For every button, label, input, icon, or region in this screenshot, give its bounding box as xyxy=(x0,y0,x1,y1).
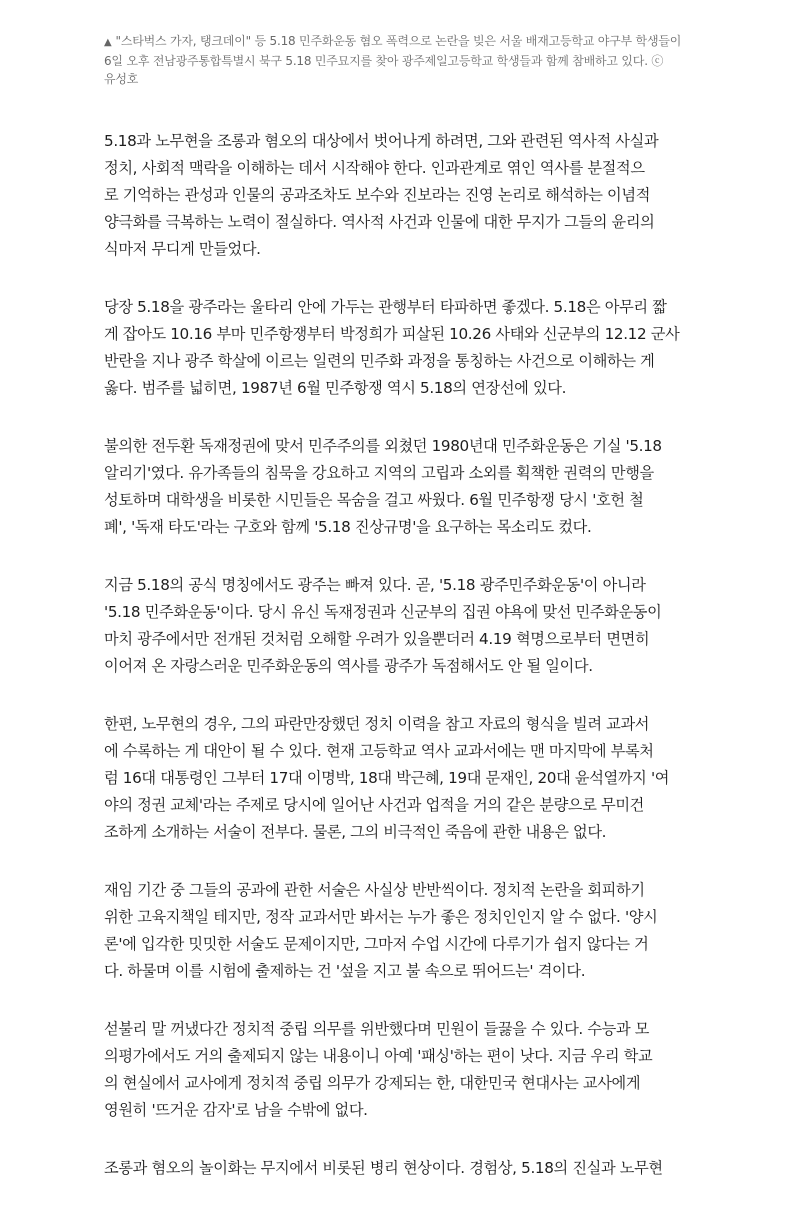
paragraph-line: 이어져 온 자랑스러운 민주화운동의 역사를 광주가 독점해서도 안 될 일이다. xyxy=(104,657,593,675)
paragraph-line: 럼 16대 대통령인 그부터 17대 이명박, 18대 박근혜, 19대 문재인, 20대 윤석열까지 '여 xyxy=(104,769,670,787)
paragraph-line: 게 잡아도 10.16 부마 민주항쟁부터 박정희가 피살된 10.26 사태와 신군부의 12.12 군사 xyxy=(104,325,680,343)
caption-marker-icon: ▲ xyxy=(104,37,112,48)
article-paragraph xyxy=(104,294,694,402)
article-paragraph xyxy=(104,711,694,846)
paragraph-line: 론'에 입각한 밋밋한 서술도 문제이지만, 그마저 수업 시간에 다루기가 쉽지 않다는 거 xyxy=(104,935,649,953)
paragraph-line: 위한 고육지책일 테지만, 정작 교과서만 봐서는 누가 좋은 정치인인지 알 수 없다. '양시 xyxy=(104,908,658,926)
paragraph-line: 의 현실에서 교사에게 정치적 중립 의무가 강제되는 한, 대한민국 현대사는 교사에게 xyxy=(104,1074,641,1092)
article-paragraph xyxy=(104,1016,694,1124)
article-paragraph xyxy=(104,572,694,680)
paragraph-line: 5.18과 노무현을 조롱과 혐오의 대상에서 벗어나게 하려면, 그와 관련된 역사적 사실과 xyxy=(104,132,659,150)
paragraph-line: 식마저 무디게 만들었다. xyxy=(104,240,261,258)
article-paragraph xyxy=(104,433,694,541)
paragraph-line: 정치, 사회적 맥락을 이해하는 데서 시작해야 한다. 인과관계로 엮인 역사를 분절적으 xyxy=(104,159,645,177)
paragraph-line: 로 기억하는 관성과 인물의 공과조차도 보수와 진보라는 진영 논리로 해석하는 이념적 xyxy=(104,186,651,204)
paragraph-line: 양극화를 극복하는 노력이 절실하다. 역사적 사건과 인물에 대한 무지가 그들의 윤리의 xyxy=(104,213,655,231)
paragraph-line: 조하게 소개하는 서술이 전부다. 물론, 그의 비극적인 죽음에 관한 내용은 없다. xyxy=(104,823,607,841)
paragraph-line: 성토하며 대학생을 비롯한 시민들은 목숨을 걸고 싸웠다. 6월 민주항쟁 당시 '호헌 철 xyxy=(104,491,644,509)
paragraph-line: 조롱과 혐오의 놀이화는 무지에서 비롯된 병리 현상이다. 경험상, 5.18의 진실과 노무현 xyxy=(104,1159,663,1177)
paragraph-line: 의평가에서도 거의 출제되지 않는 내용이니 아예 '패싱'하는 편이 낫다. 지금 우리 학교 xyxy=(104,1047,653,1065)
paragraph-line: 당장 5.18을 광주라는 울타리 안에 가두는 관행부터 타파하면 좋겠다. 5.18은 아무리 짧 xyxy=(104,298,667,316)
paragraph-line: 폐', '독재 타도'라는 구호와 함께 '5.18 진상규명'을 요구하는 목소리도 컸다. xyxy=(104,518,592,536)
paragraph-line: 섣불리 말 꺼냈다간 정치적 중립 의무를 위반했다며 민원이 들끓을 수 있다. 수능과 모 xyxy=(104,1020,650,1038)
paragraph-line: 옳다. 범주를 넓히면, 1987년 6월 민주항쟁 역시 5.18의 연장선에 있다. xyxy=(104,379,567,397)
paragraph-line: 영원히 '뜨거운 감자'로 남을 수밖에 없다. xyxy=(104,1101,368,1119)
paragraph-line: 지금 5.18의 공식 명칭에서도 광주는 빠져 있다. 곧, '5.18 광주민주화운동'이 아니라 xyxy=(104,576,646,594)
paragraph-line: 다. 하물며 이를 시험에 출제하는 건 '섶을 지고 불 속으로 뛰어드는' 격이다. xyxy=(104,962,586,980)
paragraph-line: 알리기'였다. 유가족들의 침묵을 강요하고 지역의 고립과 소외를 획책한 권력의 만행을 xyxy=(104,464,654,482)
paragraph-line: 야의 정권 교체'라는 주제로 당시에 일어난 사건과 업적을 거의 같은 분량으로 무미건 xyxy=(104,796,644,814)
paragraph-line: 재임 기간 중 그들의 공과에 관한 서술은 사실상 반반씩이다. 정치적 논란을 회피하기 xyxy=(104,881,645,899)
caption-text: "스타벅스 가자, 탱크데이" 등 5.18 민주화운동 혐오 폭력으로 논란을 빚은 서울 배재고등학교 야구부 학생들이 6일 오후 전남광주통합특별시 북구 5.18 민주묘지를 찾아 광주제일고등학교 학생들과 함께 참배하고 있다. ⓒ 유성호 xyxy=(104,34,682,86)
photo-caption xyxy=(104,32,694,88)
article-paragraph xyxy=(104,877,694,985)
paragraph-line: '5.18 민주화운동'이다. 당시 유신 독재정권과 신군부의 집권 야욕에 맞선 민주화운동이 xyxy=(104,603,662,621)
paragraph-line: 마치 광주에서만 전개된 것처럼 오해할 우려가 있을뿐더러 4.19 혁명으로부터 면면히 xyxy=(104,630,650,648)
article-paragraph xyxy=(104,1155,694,1182)
paragraph-line: 한편, 노무현의 경우, 그의 파란만장했던 정치 이력을 참고 자료의 형식을 빌려 교과서 xyxy=(104,715,650,733)
paragraph-line: 에 수록하는 게 대안이 될 수 있다. 현재 고등학교 역사 교과서에는 맨 마지막에 부록처 xyxy=(104,742,654,760)
paragraph-line: 불의한 전두환 독재정권에 맞서 민주주의를 외쳤던 1980년대 민주화운동은 기실 '5.18 xyxy=(104,437,662,455)
article-paragraph xyxy=(104,128,694,263)
article-body xyxy=(104,128,694,1213)
paragraph-line: 반란을 지나 광주 학살에 이르는 일련의 민주화 과정을 통칭하는 사건으로 이해하는 게 xyxy=(104,352,655,370)
